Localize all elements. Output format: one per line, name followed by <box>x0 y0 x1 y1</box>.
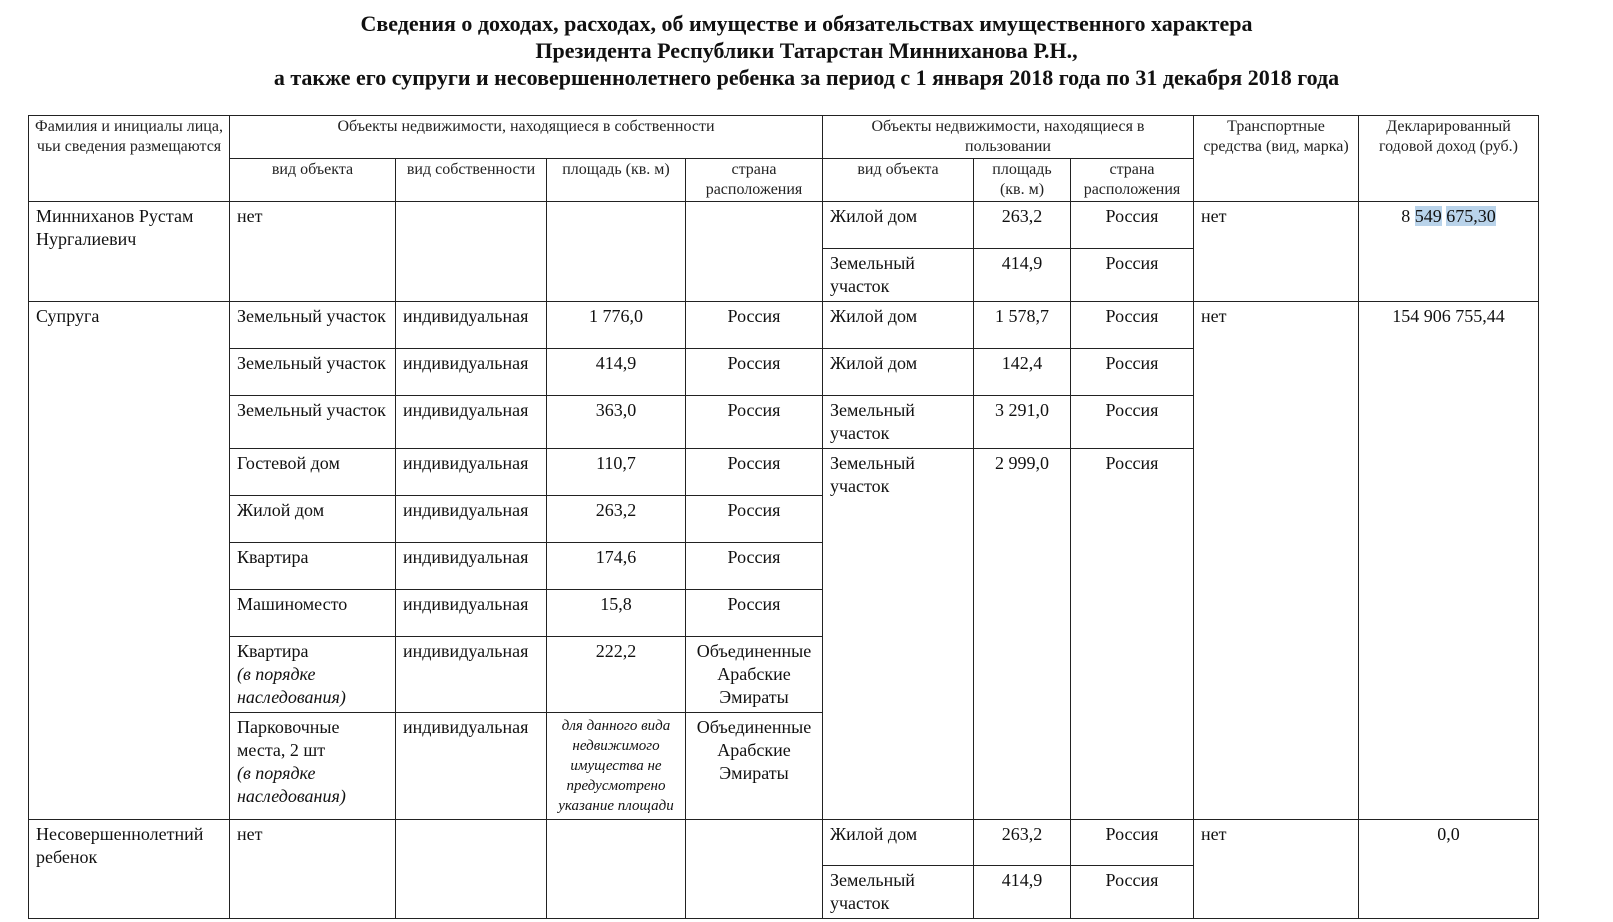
owned-ownership: индивидуальная <box>396 496 547 543</box>
owned-area: 414,9 <box>547 349 686 396</box>
header-person: Фамилия и инициалы лица, чьи сведения размещаются <box>29 116 230 202</box>
owned-area: 363,0 <box>547 396 686 449</box>
owned-ownership: индивидуальная <box>396 302 547 349</box>
income-part-2: 549 <box>1414 206 1442 226</box>
owned-type: Парковочные места, 2 шт <box>237 717 340 760</box>
owned-type: Квартира <box>237 641 309 661</box>
owned-area: 222,2 <box>547 637 686 713</box>
used-area: 2 999,0 <box>974 449 1071 820</box>
used-country: Россия <box>1071 249 1194 302</box>
used-area: 142,4 <box>974 349 1071 396</box>
header-used-group: Объекты недвижимости, находящиеся в пользовании <box>823 116 1194 159</box>
table-row <box>29 302 1539 349</box>
owned-country <box>686 202 823 302</box>
header-used-country: страна расположения <box>1071 159 1194 202</box>
declaration-table <box>28 115 1539 919</box>
used-type: Земельный участок <box>823 866 974 919</box>
owned-ownership: индивидуальная <box>396 543 547 590</box>
owned-ownership: индивидуальная <box>396 349 547 396</box>
owned-country: Россия <box>686 449 823 496</box>
used-country: Россия <box>1071 349 1194 396</box>
document-title <box>0 10 1613 91</box>
owned-area: 15,8 <box>547 590 686 637</box>
owned-type: Машиноместо <box>230 590 396 637</box>
header-owned-group: Объекты недвижимости, находящиеся в собственности <box>230 116 823 159</box>
declared-income <box>1359 202 1539 302</box>
owned-type: Земельный участок <box>230 302 396 349</box>
header-income: Декларированный годовой доход (руб.) <box>1359 116 1539 202</box>
owned-type: Жилой дом <box>230 496 396 543</box>
owned-country <box>686 820 823 919</box>
owned-country: Россия <box>686 396 823 449</box>
used-area: 263,2 <box>974 820 1071 866</box>
income-part-3: 675,30 <box>1446 206 1496 226</box>
owned-area-note: для данного вида недвижимого имущества не предусмотрено указание площади <box>547 713 686 820</box>
used-area: 414,9 <box>974 866 1071 919</box>
header-used-type: вид объекта <box>823 159 974 202</box>
owned-country: Россия <box>686 302 823 349</box>
income-part-1: 8 <box>1401 206 1411 226</box>
title-line-1: Сведения о доходах, расходах, об имуществе и обязательствах имущественного характера <box>360 11 1253 36</box>
used-country: Россия <box>1071 820 1194 866</box>
owned-type: Земельный участок <box>230 396 396 449</box>
declared-income: 0,0 <box>1359 820 1539 919</box>
inheritance-note: (в порядке наследования) <box>237 664 346 707</box>
used-country: Россия <box>1071 866 1194 919</box>
title-line-2: Президента Республики Татарстан Минниханова Р.Н., <box>535 38 1078 63</box>
used-area: 263,2 <box>974 202 1071 249</box>
used-type: Земельный участок <box>823 396 974 449</box>
owned-ownership: индивидуальная <box>396 590 547 637</box>
used-type: Жилой дом <box>823 302 974 349</box>
owned-country: Россия <box>686 543 823 590</box>
owned-type: Земельный участок <box>230 349 396 396</box>
owned-type: Квартира <box>230 543 396 590</box>
transport: нет <box>1194 302 1359 820</box>
inheritance-note: (в порядке наследования) <box>237 763 346 806</box>
owned-area <box>547 820 686 919</box>
used-area: 1 578,7 <box>974 302 1071 349</box>
owned-ownership <box>396 820 547 919</box>
person-name: Супруга <box>29 302 230 820</box>
used-country: Россия <box>1071 202 1194 249</box>
owned-area <box>547 202 686 302</box>
person-name: Несовершеннолетний ребенок <box>29 820 230 919</box>
table-row <box>29 820 1539 866</box>
header-owned-country: страна расположения <box>686 159 823 202</box>
header-owned-type: вид объекта <box>230 159 396 202</box>
owned-ownership: индивидуальная <box>396 637 547 713</box>
owned-ownership: индивидуальная <box>396 449 547 496</box>
used-type: Земельный участок <box>823 249 974 302</box>
owned-ownership: индивидуальная <box>396 713 547 820</box>
owned-type: Гостевой дом <box>230 449 396 496</box>
transport: нет <box>1194 202 1359 302</box>
used-area: 414,9 <box>974 249 1071 302</box>
owned-country: Объединенные Арабские Эмираты <box>686 637 823 713</box>
owned-area: 263,2 <box>547 496 686 543</box>
owned-type: нет <box>230 820 396 919</box>
used-country: Россия <box>1071 302 1194 349</box>
owned-area: 1 776,0 <box>547 302 686 349</box>
owned-country: Объединенные Арабские Эмираты <box>686 713 823 820</box>
person-name: Минниханов Рустам Нургалиевич <box>29 202 230 302</box>
owned-area: 110,7 <box>547 449 686 496</box>
owned-type: нет <box>230 202 396 302</box>
title-line-3: а также его супруги и несовершеннолетнего ребенка за период с 1 января 2018 года по 31 декабря 2018 года <box>273 65 1340 90</box>
header-owned-area: площадь (кв. м) <box>547 159 686 202</box>
table-row <box>29 202 1539 249</box>
owned-type-cell <box>230 637 396 713</box>
owned-country: Россия <box>686 349 823 396</box>
owned-country: Россия <box>686 590 823 637</box>
owned-area: 174,6 <box>547 543 686 590</box>
owned-country: Россия <box>686 496 823 543</box>
used-type: Жилой дом <box>823 820 974 866</box>
used-type: Жилой дом <box>823 202 974 249</box>
used-country: Россия <box>1071 396 1194 449</box>
used-area: 3 291,0 <box>974 396 1071 449</box>
owned-ownership: индивидуальная <box>396 396 547 449</box>
used-country: Россия <box>1071 449 1194 820</box>
header-owned-ownership: вид собственности <box>396 159 547 202</box>
owned-type-cell <box>230 713 396 820</box>
transport: нет <box>1194 820 1359 919</box>
declared-income: 154 906 755,44 <box>1359 302 1539 820</box>
used-type: Жилой дом <box>823 349 974 396</box>
header-used-area: площадь (кв. м) <box>974 159 1071 202</box>
header-transport: Транспортные средства (вид, марка) <box>1194 116 1359 202</box>
used-type: Земельный участок <box>823 449 974 820</box>
owned-ownership <box>396 202 547 302</box>
